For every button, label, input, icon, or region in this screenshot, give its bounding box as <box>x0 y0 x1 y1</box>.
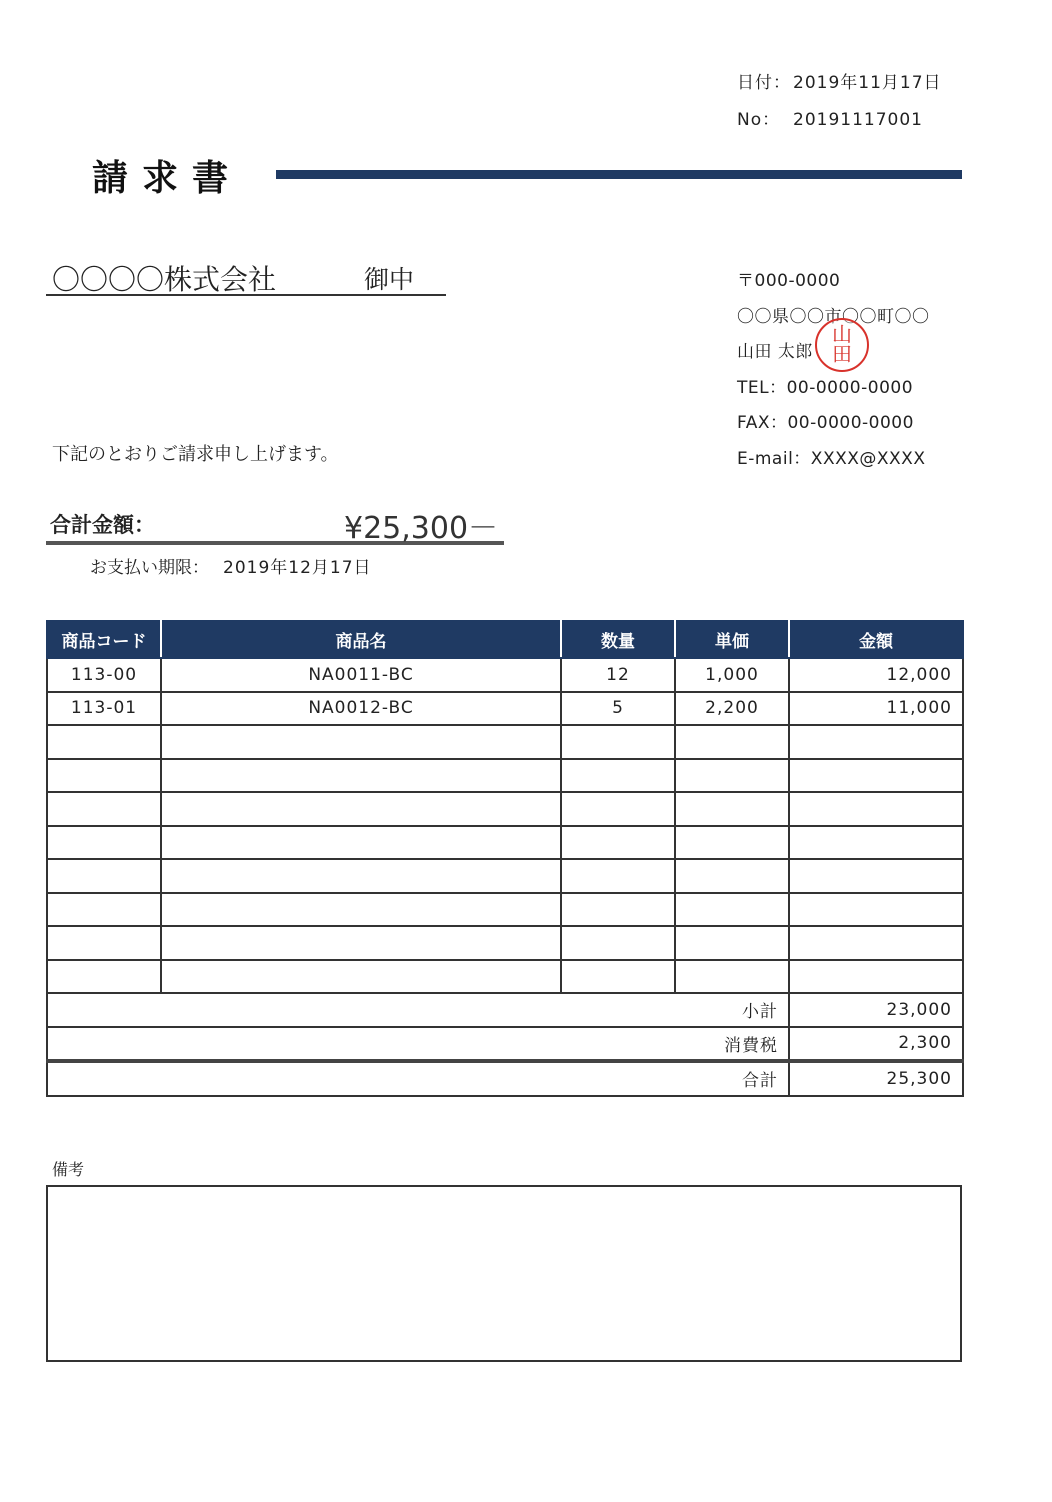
date-label: 日付： <box>737 73 791 93</box>
header-product-name: 商品名 <box>161 621 561 658</box>
sender-tel: TEL：00-0000-0000 <box>737 377 914 398</box>
document-title: 請求書 <box>92 158 243 199</box>
invoice-number-row <box>737 105 923 130</box>
sender-address: 〇〇県〇〇市〇〇町〇〇 <box>737 306 930 327</box>
due-date-value: 2019年12月17日 <box>223 558 372 578</box>
cell-qty <box>561 759 675 793</box>
cell-code <box>47 826 161 860</box>
sender-name: 山田 太郎 <box>737 342 813 362</box>
cell-amount <box>789 960 963 994</box>
sender-fax: FAX：00-0000-0000 <box>737 413 914 433</box>
total-amount-block <box>46 505 504 545</box>
cell-name <box>161 893 561 927</box>
cell-name <box>161 759 561 793</box>
cell-price <box>675 960 789 994</box>
cell-qty <box>561 859 675 893</box>
total-amount-label: 合計金額： <box>50 513 155 537</box>
sender-email: E-mail：XXXX@XXXX <box>737 448 926 469</box>
cell-price <box>675 725 789 759</box>
date-row <box>737 68 942 93</box>
cell-name: NA0011-BC <box>161 658 561 692</box>
table-row <box>47 692 963 726</box>
cell-name <box>161 725 561 759</box>
cell-name <box>161 926 561 960</box>
items-table <box>46 620 964 1097</box>
cell-code <box>47 926 161 960</box>
cell-amount: 11,000 <box>789 692 963 726</box>
cell-amount <box>789 792 963 826</box>
cell-price <box>675 759 789 793</box>
date-value: 2019年11月17日 <box>793 73 942 93</box>
cell-name <box>161 826 561 860</box>
grand-total-row <box>47 1061 963 1096</box>
cell-amount <box>789 893 963 927</box>
subtotal-label: 小計 <box>47 993 789 1027</box>
cell-code <box>47 960 161 994</box>
subtotal-value: 23,000 <box>789 993 963 1027</box>
cell-price: 1,000 <box>675 658 789 692</box>
client-suffix: 御中 <box>364 265 415 294</box>
notes-label: 備考 <box>52 1160 85 1179</box>
cell-qty <box>561 926 675 960</box>
cell-price <box>675 893 789 927</box>
cell-qty <box>561 960 675 994</box>
client-name: 〇〇〇〇株式会社 <box>52 263 277 296</box>
cell-amount <box>789 759 963 793</box>
cell-code <box>47 792 161 826</box>
table-row <box>47 658 963 692</box>
cell-price <box>675 926 789 960</box>
table-row <box>47 792 963 826</box>
total-amount-value: ¥25,300－ <box>344 511 499 546</box>
cell-amount <box>789 859 963 893</box>
cell-code: 113-01 <box>47 692 161 726</box>
cell-name <box>161 960 561 994</box>
cell-qty: 5 <box>561 692 675 726</box>
cell-price: 2,200 <box>675 692 789 726</box>
cell-qty <box>561 893 675 927</box>
title-accent-bar <box>276 170 962 179</box>
cell-code: 113-00 <box>47 658 161 692</box>
cell-name: NA0012-BC <box>161 692 561 726</box>
tax-value: 2,300 <box>789 1027 963 1062</box>
header-product-code: 商品コード <box>47 621 161 658</box>
subtotal-row <box>47 993 963 1027</box>
cell-price <box>675 859 789 893</box>
cell-name <box>161 792 561 826</box>
table-row <box>47 926 963 960</box>
cell-code <box>47 759 161 793</box>
table-row <box>47 960 963 994</box>
cell-qty <box>561 792 675 826</box>
invoice-number-label: No： <box>737 110 781 130</box>
seal-stamp-text: 山田 <box>832 322 852 366</box>
due-date-row <box>90 553 372 578</box>
header-amount: 金額 <box>789 621 963 658</box>
cell-qty <box>561 826 675 860</box>
cell-amount <box>789 725 963 759</box>
cell-amount <box>789 926 963 960</box>
cell-price <box>675 826 789 860</box>
intro-text: 下記のとおりご請求申し上げます。 <box>52 444 339 465</box>
table-row <box>47 893 963 927</box>
header-unit-price: 単価 <box>675 621 789 658</box>
client-block <box>46 258 446 296</box>
table-row <box>47 826 963 860</box>
seal-stamp <box>815 318 869 372</box>
cell-code <box>47 893 161 927</box>
cell-code <box>47 725 161 759</box>
cell-amount <box>789 826 963 860</box>
table-header-row <box>47 621 963 658</box>
invoice-number-value: 20191117001 <box>793 110 923 130</box>
tax-label: 消費税 <box>47 1027 789 1062</box>
cell-price <box>675 792 789 826</box>
cell-name <box>161 859 561 893</box>
cell-qty: 12 <box>561 658 675 692</box>
tax-row <box>47 1027 963 1062</box>
header-quantity: 数量 <box>561 621 675 658</box>
cell-code <box>47 859 161 893</box>
grand-total-label: 合計 <box>47 1061 789 1096</box>
cell-amount: 12,000 <box>789 658 963 692</box>
cell-qty <box>561 725 675 759</box>
table-row <box>47 725 963 759</box>
notes-box <box>46 1185 962 1362</box>
table-row <box>47 859 963 893</box>
due-date-label: お支払い期限： <box>90 558 209 578</box>
grand-total-value: 25,300 <box>789 1061 963 1096</box>
sender-postal: 〒000-0000 <box>737 271 841 291</box>
table-row <box>47 759 963 793</box>
